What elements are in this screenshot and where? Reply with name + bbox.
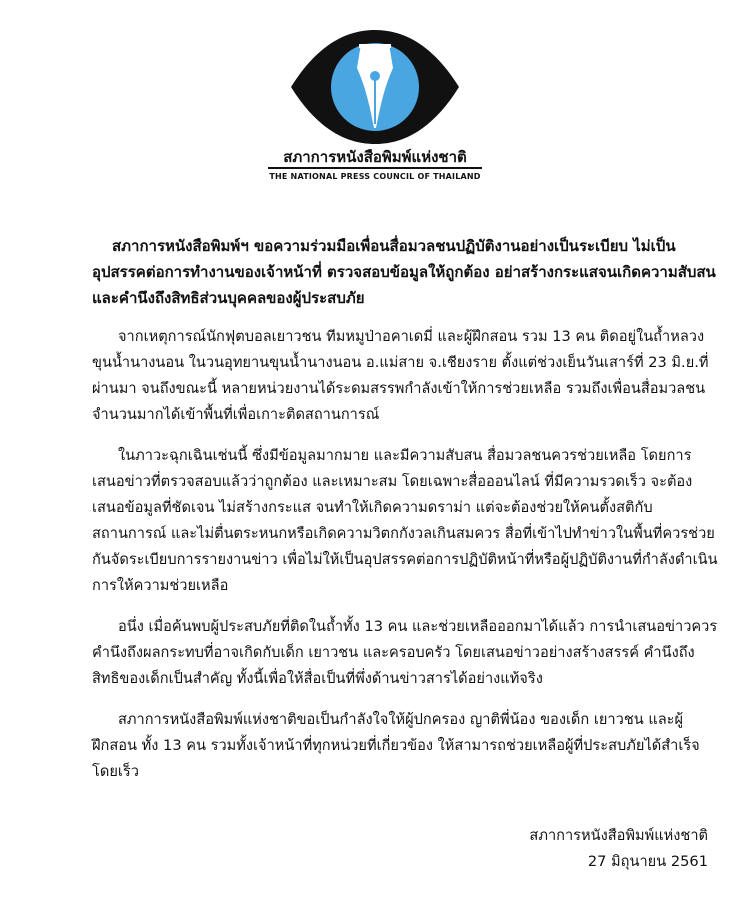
logo-name-english: THE NATIONAL PRESS COUNCIL OF THAILAND (269, 172, 481, 181)
logo (0, 0, 750, 200)
signature-date: 27 มิถุนายน 2561 (587, 853, 708, 870)
eye-pen-nib-icon (289, 28, 461, 146)
paragraph-1: จากเหตุการณ์นักฟุตบอลเยาวชน ทีมหมูป่าอคาเดมี่ และผู้ฝึกสอน รวม 13 คน ติดอยู่ในถ้ำหลวง ขุนน้ำนางนอน ในวนอุทยานขุนน้ำนางนอน อ.แม่สาย จ.เชียงราย ตั้งแต่ช่วงเย็นวันเสาร์ที่ 23 มิ.ย.ที่ผ่านมา จนถึงขณะนี้ หลายหน่วยงานได้ระดมสรรพกำลังเข้าให้การช่วยเหลือ รวมถึงเพื่อนสื่อมวลชนจำนวนมากได้เข้าพื้นที่เพื่อเกาะติดสถานการณ์ (92, 328, 709, 423)
signature-block (408, 823, 708, 875)
statement-body (92, 233, 720, 800)
logo-name-thai: สภาการหนังสือพิมพ์แห่งชาติ (268, 148, 482, 169)
signature-org: สภาการหนังสือพิมพ์แห่งชาติ (529, 827, 708, 844)
paragraph-2: ในภาวะฉุกเฉินเช่นนี้ ซึ่งมีข้อมูลมากมาย และมีความสับสน สื่อมวลชนควรช่วยเหลือ โดยการเสนอข่าวที่ตรวจสอบแล้วว่าถูกต้อง และเหมาะสม โดยเฉพาะสื่อออนไลน์ ที่มีความรวดเร็ว จะต้องเสนอข้อมูลที่ชัดเจน ไม่สร้างกระแส จนทำให้เกิดความดราม่า แต่จะต้องช่วยให้คนตั้งสติกับสถานการณ์ และไม่ตื่นตระหนกหรือเกิดความวิตกกังวลเกินสมควร สื่อที่เข้าไปทำข่าวในพื้นที่ควรช่วยกันจัดระเบียบการรายงานข่าว เพื่อไม่ให้เป็นอุปสรรคต่อการปฏิบัติหน้าที่หรือผู้ปฏิบัติงานที่กำลังดำเนินการให้ความช่วยเหลือ (92, 447, 718, 594)
paragraph-4: สภาการหนังสือพิมพ์แห่งชาติขอเป็นกำลังใจให้ผู้ปกครอง ญาติพี่น้อง ของเด็ก เยาวชน และผู้ฝึกสอน ทั้ง 13 คน รวมทั้งเจ้าหน้าที่ทุกหน่วยที่เกี่ยวข้อง ให้สามารถช่วยเหลือผู้ที่ประสบภัยได้สำเร็จโดยเร็ว (92, 711, 700, 780)
statement-headline: สภาการหนังสือพิมพ์ฯ ขอความร่วมมือเพื่อนสื่อมวลชนปฏิบัติงานอย่างเป็นระเบียบ ไม่เป็นอุปสรรคต่อการทำงานของเจ้าหน้าที่ ตรวจสอบข้อมูลให้ถูกต้อง อย่าสร้างกระแสจนเกิดความสับสน และคำนึงถึงสิทธิส่วนบุคคลของผู้ประสบภัย (92, 237, 716, 307)
paragraph-3: อนึ่ง เมื่อค้นพบผู้ประสบภัยที่ติดในถ้ำทั้ง 13 คน และช่วยเหลือออกมาได้แล้ว การนำเสนอข่าวควรคำนึงถึงผลกระทบที่อาจเกิดกับเด็ก เยาวชน และครอบครัว โดยเสนอข่าวอย่างสร้างสรรค์ คำนึงถึงสิทธิของเด็กเป็นสำคัญ ทั้งนี้เพื่อให้สื่อเป็นที่พึ่งด้านข่าวสารได้อย่างแท้จริง (92, 618, 718, 687)
